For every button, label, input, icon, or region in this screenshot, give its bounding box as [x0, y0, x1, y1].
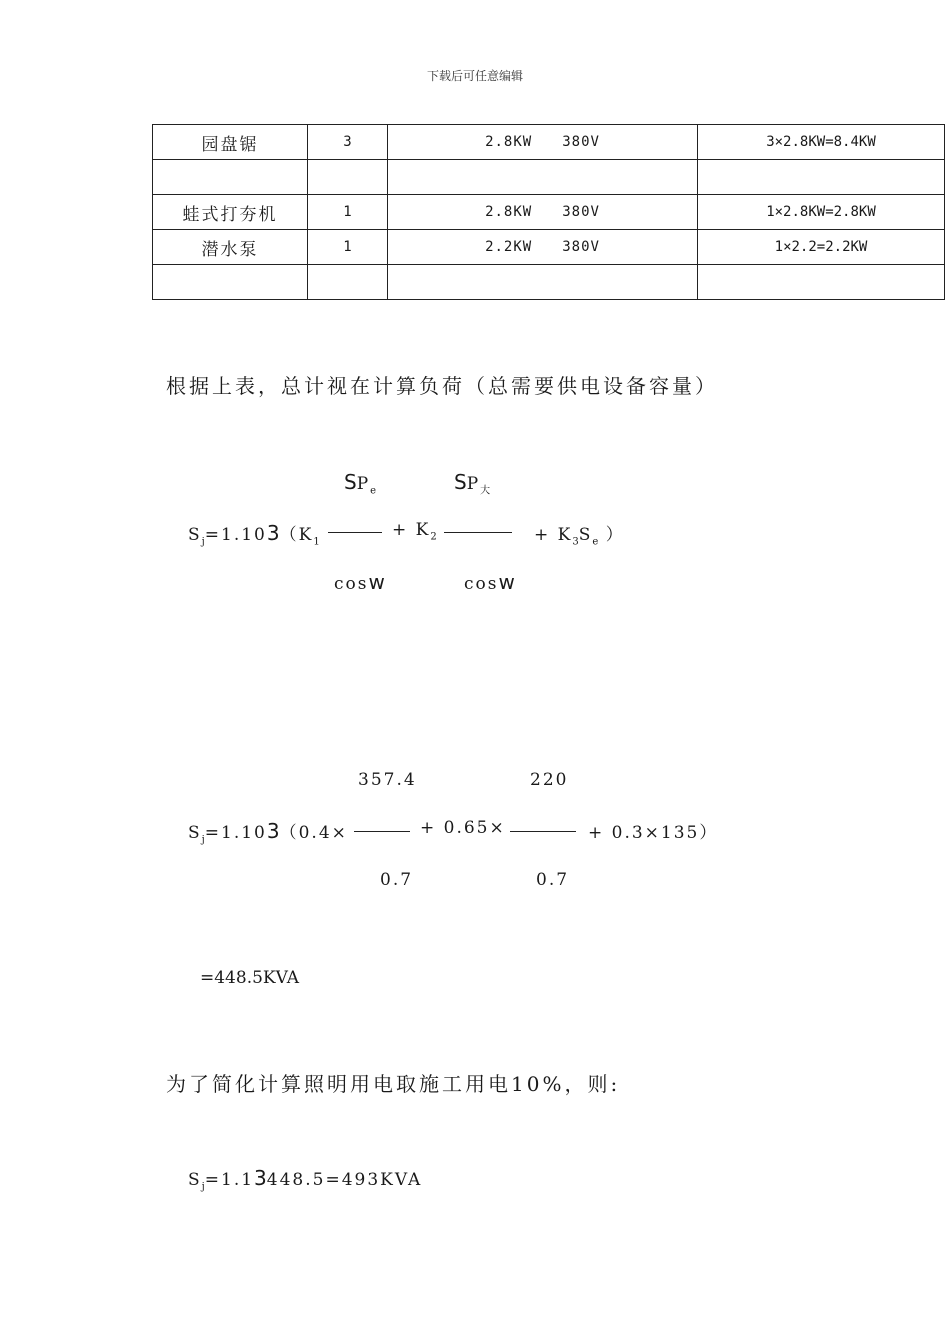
- fraction-bar-1: [328, 532, 382, 533]
- equipment-name: [153, 265, 308, 300]
- formula2-lhs: $S_j=1.103(0.4\times$: [188, 819, 348, 846]
- table-row: [153, 230, 945, 265]
- power-value: 2.8KW: [485, 134, 533, 150]
- table-row: [153, 160, 945, 195]
- denominator-cos-1: cosw: [334, 570, 385, 594]
- equipment-power: [388, 195, 698, 230]
- lighting-text: 为了简化计算照明用电取施工用电10%，则:: [166, 1072, 621, 1096]
- formula-plus-k2: + $K_2$: [392, 520, 437, 543]
- equipment-power: [388, 230, 698, 265]
- formula2-mid: + 0.65×: [420, 818, 506, 838]
- numerator-220: 220: [530, 770, 569, 790]
- formula-plus-k3: + $K_3S_e$ ）: [534, 525, 625, 548]
- power-value: 2.8KW: [485, 204, 533, 220]
- equipment-table: [152, 124, 945, 300]
- power-value: 2.2KW: [485, 239, 533, 255]
- equipment-total: 1×2.8KW=2.8KW: [698, 195, 945, 230]
- page-header: 下载后可任意编辑: [426, 69, 523, 83]
- numerator-357: 357.4: [358, 770, 417, 790]
- equipment-total: [698, 160, 945, 195]
- result-448: =448.5KVA: [200, 968, 300, 988]
- equipment-total: 3×2.8KW=8.4KW: [698, 125, 945, 160]
- final-formula: $S_j=1.13448.5=493KVA$: [188, 1166, 423, 1193]
- table-row: [153, 195, 945, 230]
- equipment-name: 蛙式打夯机: [153, 195, 308, 230]
- equipment-total: [698, 265, 945, 300]
- numerator-sum-pmax: $SP_大$: [454, 470, 491, 497]
- equipment-qty: [308, 160, 388, 195]
- equipment-name: [153, 160, 308, 195]
- formula2-tail: + 0.3×135）: [588, 823, 719, 843]
- equipment-power: [388, 265, 698, 300]
- voltage-value: 380V: [562, 204, 600, 220]
- equipment-qty: 1: [308, 230, 388, 265]
- table-row: [153, 265, 945, 300]
- fraction-bar-2: [444, 532, 512, 533]
- equipment-power: [388, 160, 698, 195]
- table-row: [153, 125, 945, 160]
- equipment-power: [388, 125, 698, 160]
- equipment-total: 1×2.2=2.2KW: [698, 230, 945, 265]
- denominator-07-1: 0.7: [380, 870, 414, 890]
- voltage-value: 380V: [562, 134, 600, 150]
- equipment-name: 潜水泵: [153, 230, 308, 265]
- fraction-bar-4: [510, 831, 576, 832]
- load-intro-text: 根据上表，总计视在计算负荷（总需要供电设备容量）: [166, 374, 718, 398]
- denominator-cos-2: cosw: [464, 570, 515, 594]
- formula-lhs: $S_j=1.103(K_1$: [188, 521, 320, 548]
- equipment-qty: [308, 265, 388, 300]
- voltage-value: 380V: [562, 239, 600, 255]
- denominator-07-2: 0.7: [536, 870, 570, 890]
- equipment-qty: 1: [308, 195, 388, 230]
- equipment-name: 园盘锯: [153, 125, 308, 160]
- fraction-bar-3: [354, 831, 410, 832]
- equipment-qty: 3: [308, 125, 388, 160]
- numerator-sum-pe: $SP_e$: [344, 470, 377, 497]
